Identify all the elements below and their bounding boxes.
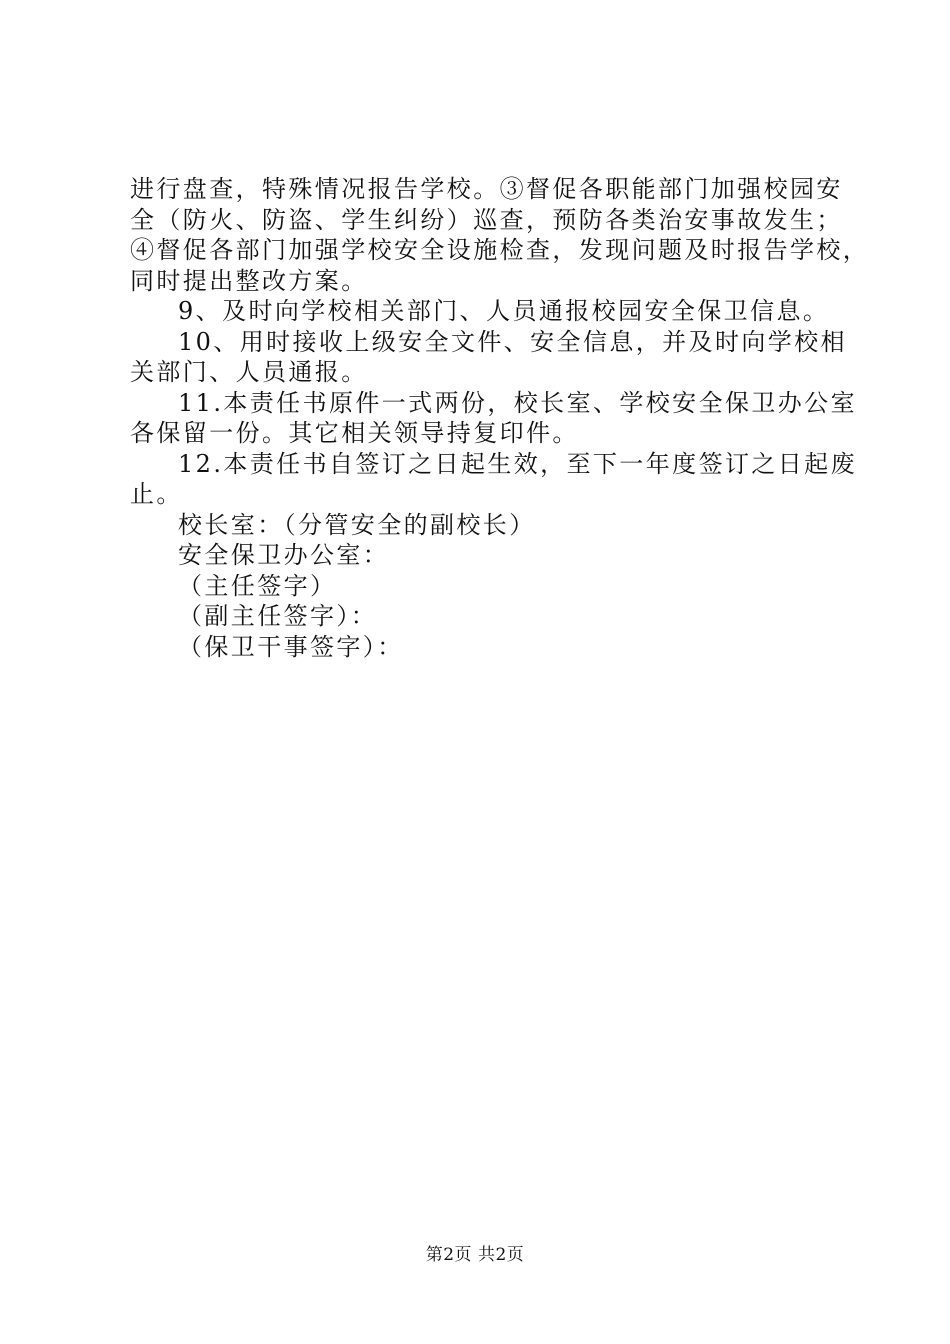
- signature-security-office: 安全保卫办公室：: [178, 541, 390, 569]
- text-line: 全（防火、防盗、学生纠纷）巡查，预防各类治安事故发生；: [130, 205, 843, 234]
- text-line: 关部门、人员通报。: [130, 358, 368, 386]
- text-line: 止。: [130, 480, 183, 508]
- text-line-item-9: 9、及时向学校相关部门、人员通报校园安全保卫信息。: [178, 297, 830, 325]
- text-line-item-12: 12.本责任书自签订之日起生效，至下一年度签订之日起废: [178, 449, 857, 478]
- signature-director: （主任签字）: [178, 571, 337, 600]
- document-body: [130, 174, 870, 662]
- text-line: 各保留一份。其它相关领导持复印件。: [130, 419, 579, 447]
- text-line: 进行盘查，特殊情况报告学校。③督促各职能部门加强校园安: [130, 175, 843, 203]
- signature-principal-office: 校长室：（分管安全的副校长）: [178, 510, 536, 539]
- text-line-item-11: 11.本责任书原件一式两份，校长室、学校安全保卫办公室: [178, 388, 857, 417]
- text-line-item-10: 10、用时接收上级安全文件、安全信息，并及时向学校相: [178, 327, 847, 356]
- text-line: 同时提出整改方案。: [130, 266, 368, 295]
- text-line: ④督促各部门加强学校安全设施检查，发现问题及时报告学校，: [130, 236, 870, 264]
- signature-security-officer: （保卫干事签字）：: [178, 632, 404, 661]
- page-number-footer: 第2页 共2页: [425, 1245, 525, 1265]
- signature-deputy-director: （副主任签字）：: [178, 602, 378, 630]
